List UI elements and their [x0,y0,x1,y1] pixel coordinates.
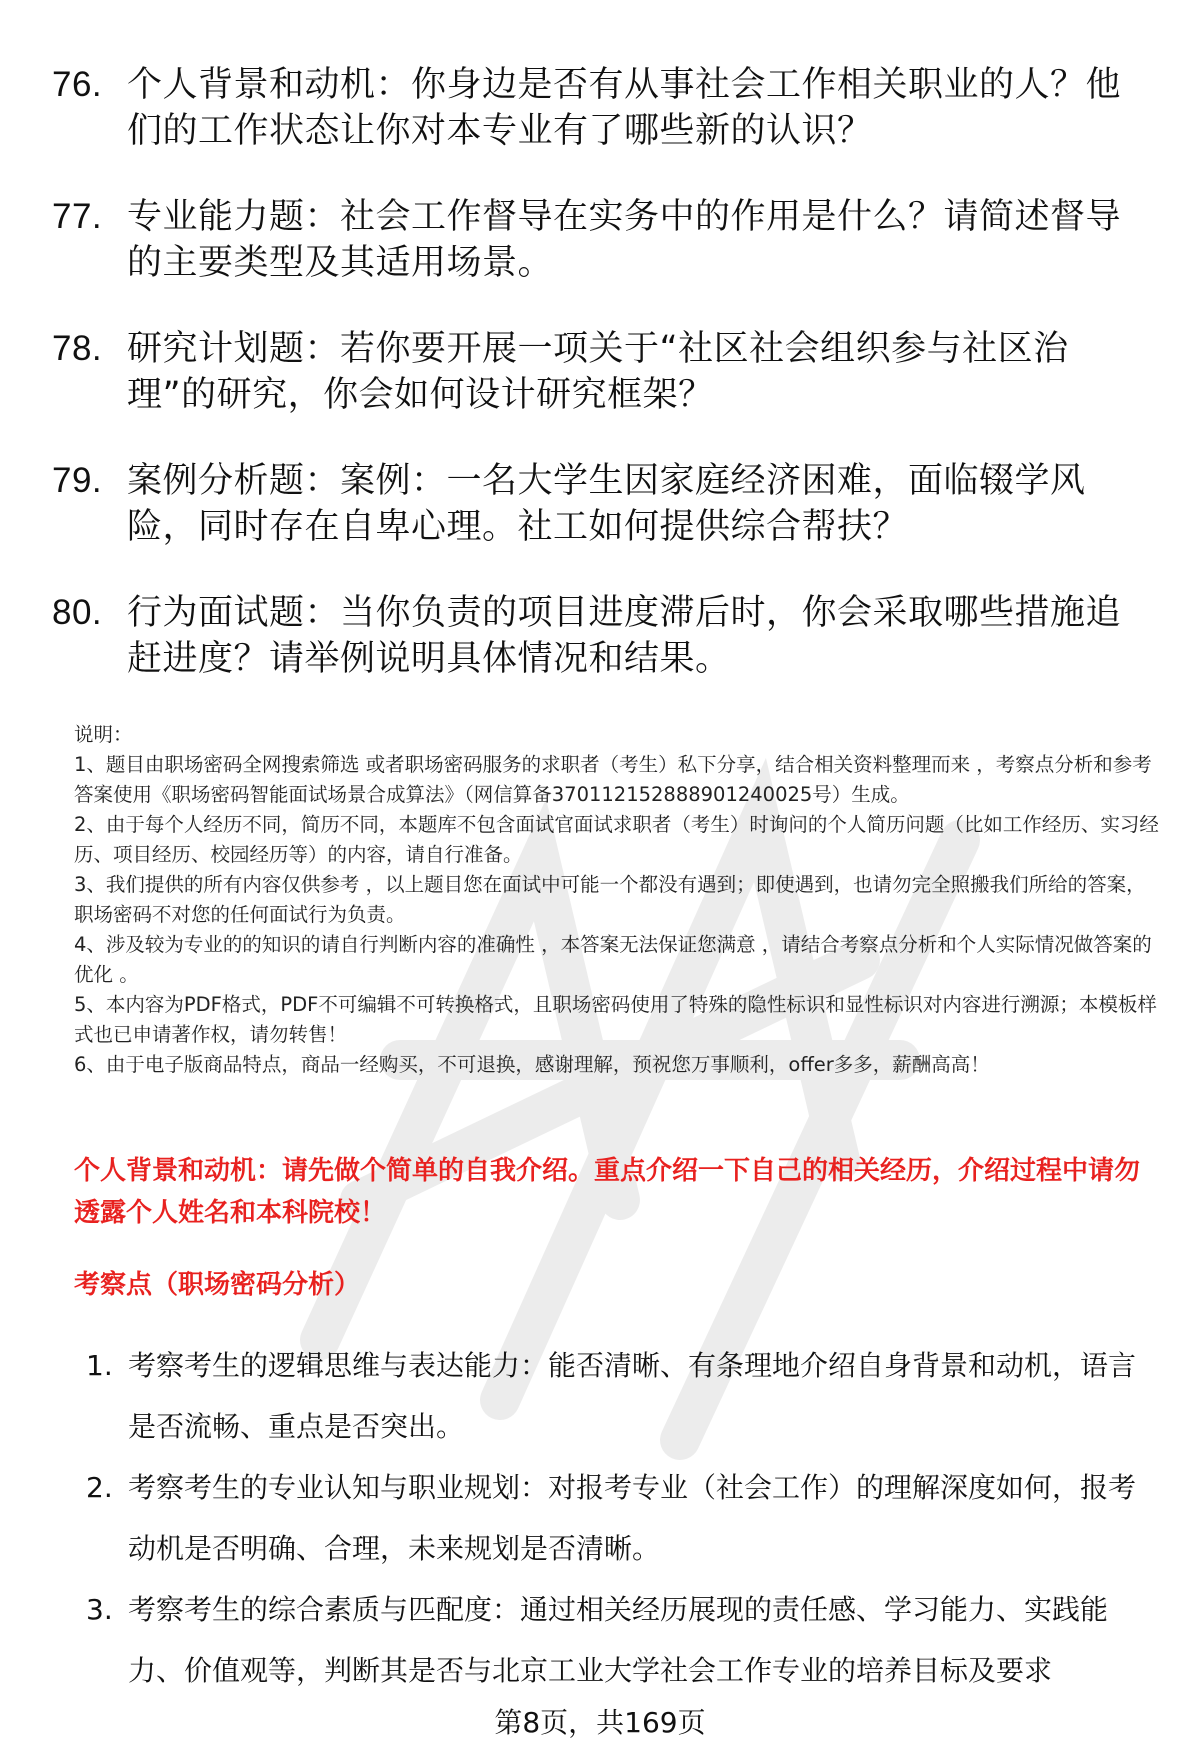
note-item: 2、由于每个人经历不同，简历不同，本题库不包含面试官面试求职者（考生）时询问的个人简历问题（比如工作经历、实习经历、项目经历、校园经历等）的内容，请自行准备。 [74,813,1159,866]
focus-title: 考察点（职场密码分析） [74,1270,361,1300]
focus-point-number: 3. [86,1593,113,1626]
focus-point-list [86,1335,1146,1701]
notes-title: 说明： [74,723,133,746]
focus-point [86,1579,1146,1701]
question-item [52,458,1152,550]
question-text: 研究计划题：若你要开展一项关于“社区社会组织参与社区治理”的研究，你会如何设计研究框架？ [127,329,1069,415]
question-item [52,590,1152,682]
page-footer: 第8页，共169页 [494,1706,706,1739]
question-number: 79. [52,461,103,500]
note-item: 5、本内容为PDF格式，PDF不可编辑不可转换格式，且职场密码使用了特殊的隐性标识和显性标识对内容进行溯源；本模板样式也已申请著作权，请勿转售！ [74,993,1157,1046]
question-item [52,194,1152,286]
note-item: 4、涉及较为专业的的知识的请自行判断内容的准确性 ，本答案无法保证您满意 ，请结合考察点分析和个人实际情况做答案的优化 。 [74,933,1152,986]
note-item: 6、由于电子版商品特点，商品一经购买，不可退换，感谢理解，预祝您万事顺利，offer多多，薪酬高高！ [74,1053,990,1076]
intro-question: 个人背景和动机：请先做个简单的自我介绍。重点介绍一下自己的相关经历，介绍过程中请勿透露个人姓名和本科院校！ [74,1156,1141,1228]
notes-section [74,720,1159,1080]
note-item: 3、我们提供的所有内容仅供参考 ，以上题目您在面试中可能一个都没有遇到；即使遇到，也请勿完全照搬我们所给的答案，职场密码不对您的任何面试行为负责。 [74,873,1146,926]
question-list [52,62,1152,722]
focus-point [86,1457,1146,1579]
focus-point-number: 1. [86,1349,113,1382]
question-text: 行为面试题：当你负责的项目进度滞后时，你会采取哪些措施追赶进度？请举例说明具体情况和结果。 [127,593,1122,679]
question-text: 专业能力题：社会工作督导在实务中的作用是什么？请简述督导的主要类型及其适用场景。 [127,197,1122,283]
question-number: 77. [52,197,103,236]
focus-point-text: 考察考生的综合素质与匹配度：通过相关经历展现的责任感、学习能力、实践能力、价值观等，判断其是否与北京工业大学社会工作专业的培养目标及要求 [128,1593,1109,1687]
question-text: 案例分析题：案例：一名大学生因家庭经济困难，面临辍学风险，同时存在自卑心理。社工如何提供综合帮扶？ [127,461,1086,547]
focus-point-text: 考察考生的专业认知与职业规划：对报考专业（社会工作）的理解深度如何，报考动机是否明确、合理，未来规划是否清晰。 [128,1471,1137,1565]
question-item [52,62,1152,154]
question-number: 80. [52,593,103,632]
question-number: 76. [52,65,103,104]
question-item [52,326,1152,418]
focus-point-number: 2. [86,1471,113,1504]
note-item: 1、题目由职场密码全网搜索筛选 或者职场密码服务的求职者（考生）私下分享，结合相关资料整理而来 ，考察点分析和参考答案使用《职场密码智能面试场景合成算法》（网信算备370112152888901240025号）生成。 [74,753,1152,806]
focus-point [86,1335,1146,1457]
question-number: 78. [52,329,103,368]
focus-point-text: 考察考生的逻辑思维与表达能力：能否清晰、有条理地介绍自身背景和动机，语言是否流畅、重点是否突出。 [128,1349,1137,1443]
question-text: 个人背景和动机：你身边是否有从事社会工作相关职业的人？他们的工作状态让你对本专业有了哪些新的认识？ [127,65,1122,151]
